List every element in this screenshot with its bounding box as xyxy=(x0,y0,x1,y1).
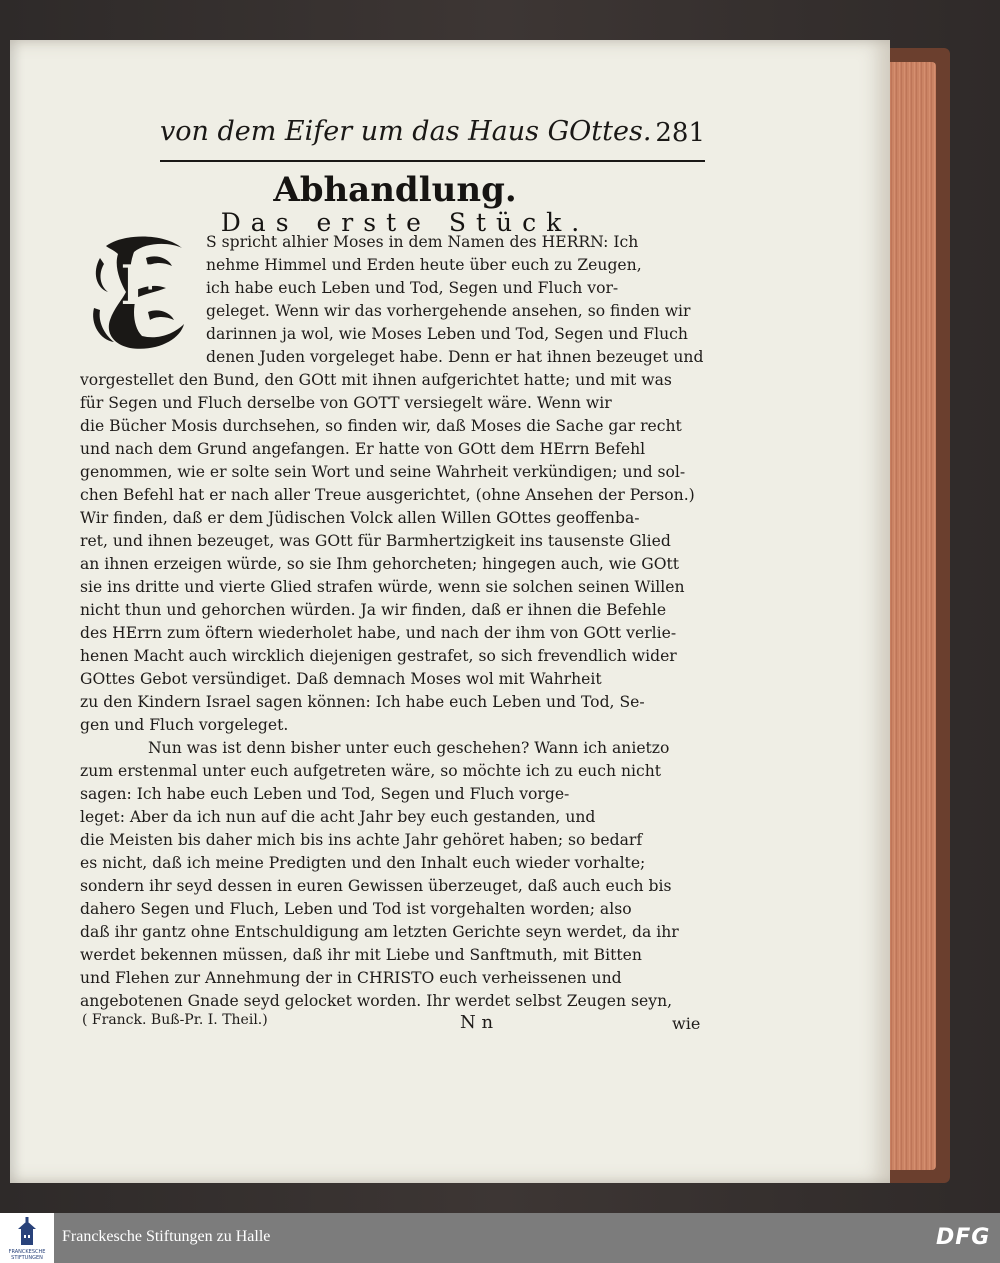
text-line: es nicht, daß ich meine Predigten und den Inhalt euch wieder vorhalte; xyxy=(80,854,646,872)
text-line: ret, und ihnen bezeuget, was GOtt für Barmhertzigkeit ins tausenste Glied xyxy=(80,532,671,550)
dfg-logo[interactable]: DFG xyxy=(936,1225,991,1250)
signature-note: ( Franck. Buß-Pr. I. Theil.) xyxy=(82,1012,268,1028)
text-line: an ihnen erzeigen würde, so sie Ihm gehorcheten; hingegen auch, wie GOtt xyxy=(80,555,680,573)
text-line: henen Macht auch wircklich diejenigen gestrafet, so sich frevendlich wider xyxy=(80,647,677,665)
text-line: und nach dem Grund angefangen. Er hatte von GOtt dem HErrn Befehl xyxy=(80,440,646,458)
text-line: des HErrn zum öftern wiederholet habe, und nach der ihm von GOtt verlie- xyxy=(80,624,677,642)
text-line: GOttes Gebot versündiget. Daß demnach Moses wol mit Wahrheit xyxy=(80,670,602,688)
text-line: dahero Segen und Fluch, Leben und Tod ist vorgehalten worden; also xyxy=(80,900,632,918)
bottom-bar xyxy=(0,1213,1000,1263)
text-line: für Segen und Fluch derselbe von GOTT versiegelt wäre. Wenn wir xyxy=(80,394,612,412)
catchword: wie xyxy=(672,1014,701,1033)
text-line: sondern ihr seyd dessen in euren Gewissen überzeuget, daß auch euch bis xyxy=(80,877,672,895)
text-line: und Flehen zur Annehmung der in CHRISTO euch verheissenen und xyxy=(80,969,622,987)
text-line: werdet bekennen müssen, daß ihr mit Liebe und Sanftmuth, mit Bitten xyxy=(80,946,642,964)
text-line: angebotenen Gnade seyd gelocket worden. Ihr werdet selbst Zeugen seyn, xyxy=(80,992,673,1010)
text-line: die Bücher Mosis durchsehen, so finden wir, daß Moses die Sache gar recht xyxy=(80,417,682,435)
text-line: sagen: Ich habe euch Leben und Tod, Segen und Fluch vorge- xyxy=(80,785,570,803)
logo-caption: FRANCKESCHE STIFTUNGEN xyxy=(8,1249,46,1261)
running-head: von dem Eifer um das Haus GOttes. xyxy=(160,116,652,147)
text-line: denen Juden vorgeleget habe. Denn er hat ihnen bezeuget und xyxy=(206,348,704,366)
initial-letter-glyph: E xyxy=(120,253,162,317)
text-line: gen und Fluch vorgeleget. xyxy=(80,716,289,734)
text-line: vorgestellet den Bund, den GOtt mit ihnen aufgerichtet hatte; und mit was xyxy=(80,371,672,389)
text-line: die Meisten bis daher mich bis ins achte Jahr gehöret haben; so bedarf xyxy=(80,831,643,849)
text-line: S spricht alhier Moses in dem Namen des HERRN: Ich xyxy=(206,233,639,251)
text-line: darinnen ja wol, wie Moses Leben und Tod, Segen und Fluch xyxy=(206,325,688,343)
institution-name[interactable]: Franckesche Stiftungen zu Halle xyxy=(62,1228,271,1245)
text-line: ich habe euch Leben und Tod, Segen und Fluch vor- xyxy=(206,279,619,297)
section-subtitle: Das erste Stück. xyxy=(220,208,590,237)
page-number: 281 xyxy=(655,118,705,148)
text-line: Nun was ist denn bisher unter euch geschehen? Wann ich anietzo xyxy=(148,739,670,757)
institution-logo[interactable] xyxy=(0,1213,54,1263)
section-title: Abhandlung. xyxy=(273,170,517,210)
text-line: chen Befehl hat er nach aller Treue ausgerichtet, (ohne Ansehen der Person.) xyxy=(80,486,695,504)
signature-mark: N n xyxy=(460,1012,494,1033)
text-line: geleget. Wenn wir das vorhergehende ansehen, so finden wir xyxy=(206,302,691,320)
building-icon xyxy=(0,1213,54,1249)
page-header xyxy=(160,110,705,162)
text-line: Wir finden, daß er dem Jüdischen Volck allen Willen GOttes geoffenba- xyxy=(80,509,640,527)
text-line: sie ins dritte und vierte Glied strafen würde, wenn sie solchen seinen Willen xyxy=(80,578,685,596)
text-line: nicht thun und gehorchen würden. Ja wir finden, daß er ihnen die Befehle xyxy=(80,601,667,619)
text-line: leget: Aber da ich nun auf die acht Jahr bey euch gestanden, und xyxy=(80,808,596,826)
text-line: daß ihr gantz ohne Entschuldigung am letzten Gerichte seyn werdet, da ihr xyxy=(80,923,679,941)
text-line: nehme Himmel und Erden heute über euch zu Zeugen, xyxy=(206,256,642,274)
text-line: genommen, wie er solte sein Wort und seine Wahrheit verkündigen; und sol- xyxy=(80,463,686,481)
body-text xyxy=(80,231,706,1013)
text-line: zum erstenmal unter euch aufgetreten wäre, so möchte ich zu euch nicht xyxy=(80,762,662,780)
text-line: zu den Kindern Israel sagen können: Ich habe euch Leben und Tod, Se- xyxy=(80,693,645,711)
